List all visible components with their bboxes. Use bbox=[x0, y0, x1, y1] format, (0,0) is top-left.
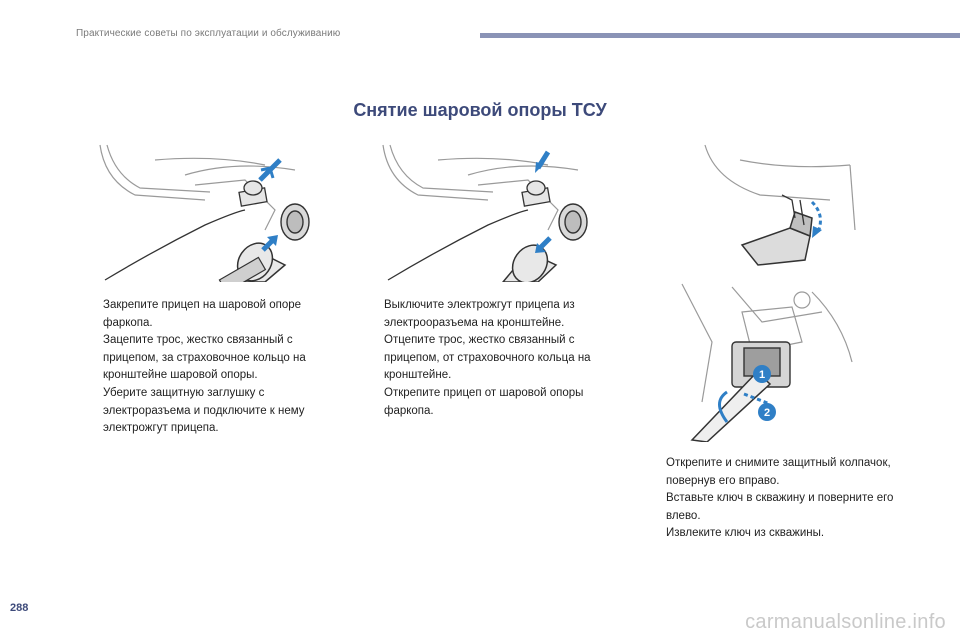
illustration-connect-cable bbox=[95, 140, 340, 282]
list-item: Закрепите прицеп на шаровой опоре фаркопа. bbox=[103, 299, 302, 329]
list-item: Зацепите трос, жестко связанный с прицепом, за страховочное кольцо на кронштейне шаровой опоры. bbox=[103, 334, 306, 382]
svg-text:2: 2 bbox=[763, 407, 771, 419]
illustration-protective-cap bbox=[700, 140, 860, 275]
instructions-column-1 bbox=[80, 297, 335, 438]
step-2-badge bbox=[758, 403, 776, 421]
watermark: carmanualsonline.info bbox=[745, 611, 946, 633]
list-item: Вставьте ключ в скважину и поверните его влево. bbox=[666, 492, 894, 522]
page-title: Снятие шаровой опоры ТСУ bbox=[353, 100, 607, 120]
instructions-column-3 bbox=[643, 455, 905, 543]
list-item: Уберите защитную заглушку с электроразъема и подключите к нему электрожгут прицепа. bbox=[103, 386, 305, 435]
list-item: Открепите прицеп от шаровой опоры фаркопа. bbox=[384, 386, 584, 417]
list-item: Извлеките ключ из скважины. bbox=[666, 527, 825, 540]
list-item: Отцепите трос, жестко связанный с прицепом, от страховочного кольца на кронштейне. bbox=[384, 334, 591, 382]
header-bar bbox=[480, 33, 960, 38]
svg-text:1: 1 bbox=[758, 369, 766, 381]
page-number: 288 bbox=[10, 602, 29, 614]
list-item: Открепите и снимите защитный колпачок, повернув его вправо. bbox=[666, 457, 891, 487]
illustration-disconnect-cable bbox=[378, 140, 623, 282]
running-header: Практические советы по эксплуатации и обслуживанию bbox=[76, 28, 341, 39]
list-item: Выключите электрожгут прицепа из электрооразъема на кронштейне. bbox=[384, 299, 575, 329]
instructions-column-2 bbox=[361, 297, 621, 420]
illustration-key-lock bbox=[672, 282, 862, 442]
step-1-badge bbox=[753, 365, 771, 383]
